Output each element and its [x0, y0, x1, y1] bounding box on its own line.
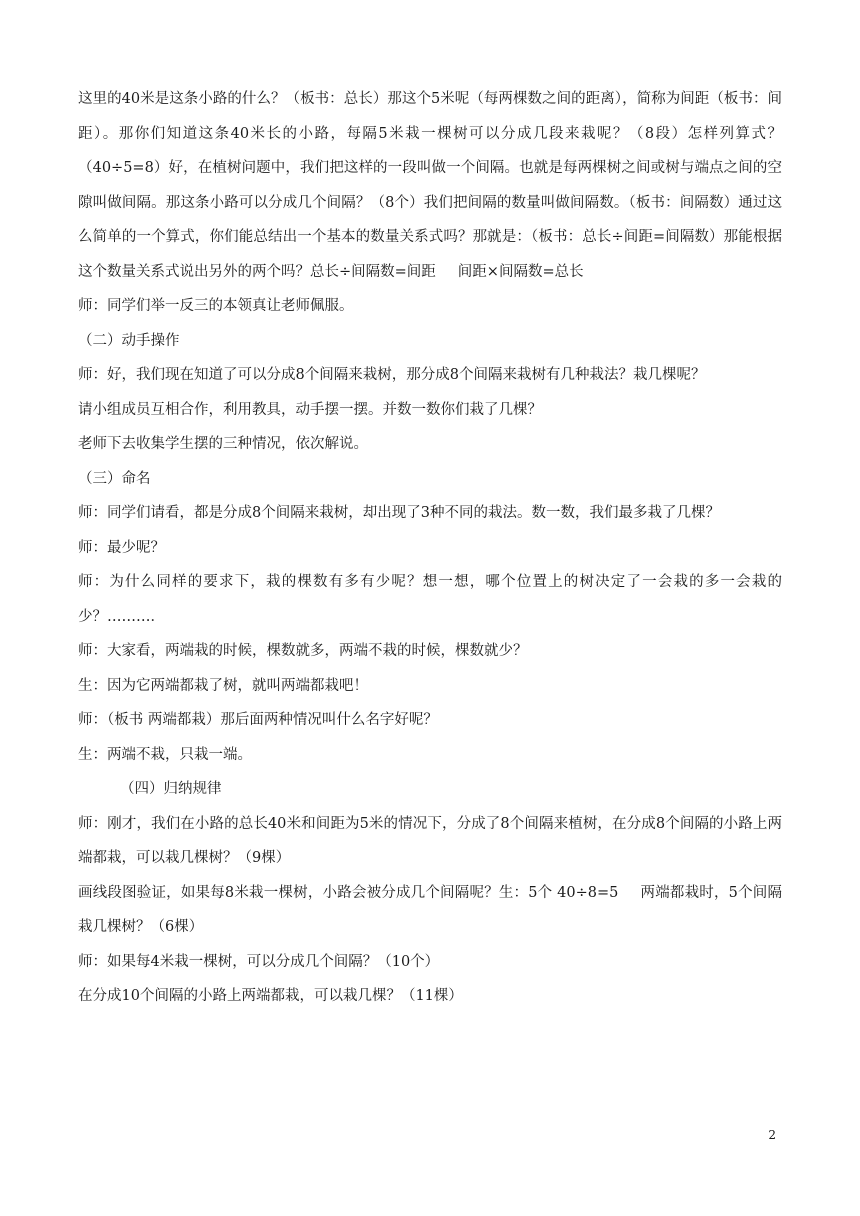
section-heading-naming: （三）命名 — [78, 470, 151, 487]
paragraph-text-tail: 两端都栽时，5个间隔栽几棵树？（6棵） — [78, 884, 782, 935]
paragraph-praise: 师：同学们举一反三的本领真让老师佩服。 — [78, 298, 354, 314]
document-body — [78, 82, 782, 1014]
paragraph-student-one-end: 生：两端不栽，只栽一端。 — [78, 746, 252, 763]
paragraph-nine-trees: 师：刚才，我们在小路的总长40米和间距为5米的情况下，分成了8个间隔来植树，在分成8个间隔的小路上两端都栽，可以栽几棵树？（9棵） — [78, 815, 782, 866]
paragraph-three-methods: 师：同学们请看，都是分成8个间隔来栽树，却出现了3种不同的栽法。数一数，我们最多栽了几棵？ — [78, 505, 720, 521]
paragraph-why-different: 师：为什么同样的要求下，栽的棵数有多有少呢？想一想，哪个位置上的树决定了一会栽的多一会栽的少？………． — [78, 574, 782, 625]
paragraph-text: 这里的40米是这条小路的什么？（板书：总长）那这个5米呢（每两棵数之间的距离），简称为间距（板书：间距）。那你们知道这条40米长的小路，每隔5米栽一棵树可以分成几段来栽呢？（8段）怎样列算式？（40÷5=8）好，在植树问题中，我们把这样的一段叫做一个间隔。也就是每两棵树之间或树与端点之间的空隙叫做间隔。那这条小路可以分成几个间隔？（8个）我们把间隔的数量叫做间隔数。（板书：间隔数）通过这么简单的一个算式，你们能总结出一个基本的数量关系式吗？那就是：（板书：总长÷间距=间隔数）那能根据这个数量关系式说出另外的两个吗？总长÷间隔数=间距 — [78, 91, 782, 280]
paragraph-student-both-ends: 生：因为它两端都栽了树，就叫两端都栽吧！ — [78, 677, 368, 694]
paragraph-least: 师：最少呢？ — [78, 539, 165, 556]
paragraph-text: 画线段图验证，如果每8米栽一棵树，小路会被分成几个间隔呢？生：5个 40÷8=5 — [78, 884, 619, 901]
paragraph-board-naming: 师：（板书 两端都栽）那后面两种情况叫什么名字好呢？ — [78, 712, 438, 728]
paragraph-collect-cases: 老师下去收集学生摆的三种情况，依次解说。 — [78, 436, 368, 452]
paragraph-group-work: 请小组成员互相合作，利用教具，动手摆一摆。并数一数你们栽了几棵？ — [78, 401, 542, 418]
paragraph-line-diagram — [78, 876, 782, 945]
paragraph-total-length-intro — [78, 82, 782, 289]
paragraph-eight-intervals: 师：好，我们现在知道了可以分成8个间隔来栽树，那分成8个间隔来栽树有几种栽法？栽几棵呢？ — [78, 367, 706, 383]
paragraph-text-tail: 间距×间隔数=总长 — [457, 263, 584, 280]
page-number: 2 — [768, 1128, 776, 1142]
paragraph-both-ends: 师：大家看，两端栽的时候，棵数就多，两端不栽的时候，棵数就少？ — [78, 643, 528, 659]
section-heading-rules: （四）归纳规律 — [120, 781, 222, 797]
section-heading-hands-on: （二）动手操作 — [78, 332, 180, 349]
paragraph-four-meters: 师：如果每4米栽一棵树，可以分成几个间隔？（10个） — [78, 953, 440, 970]
paragraph-eleven-trees: 在分成10个间隔的小路上两端都栽，可以栽几棵？（11棵） — [78, 988, 463, 1004]
